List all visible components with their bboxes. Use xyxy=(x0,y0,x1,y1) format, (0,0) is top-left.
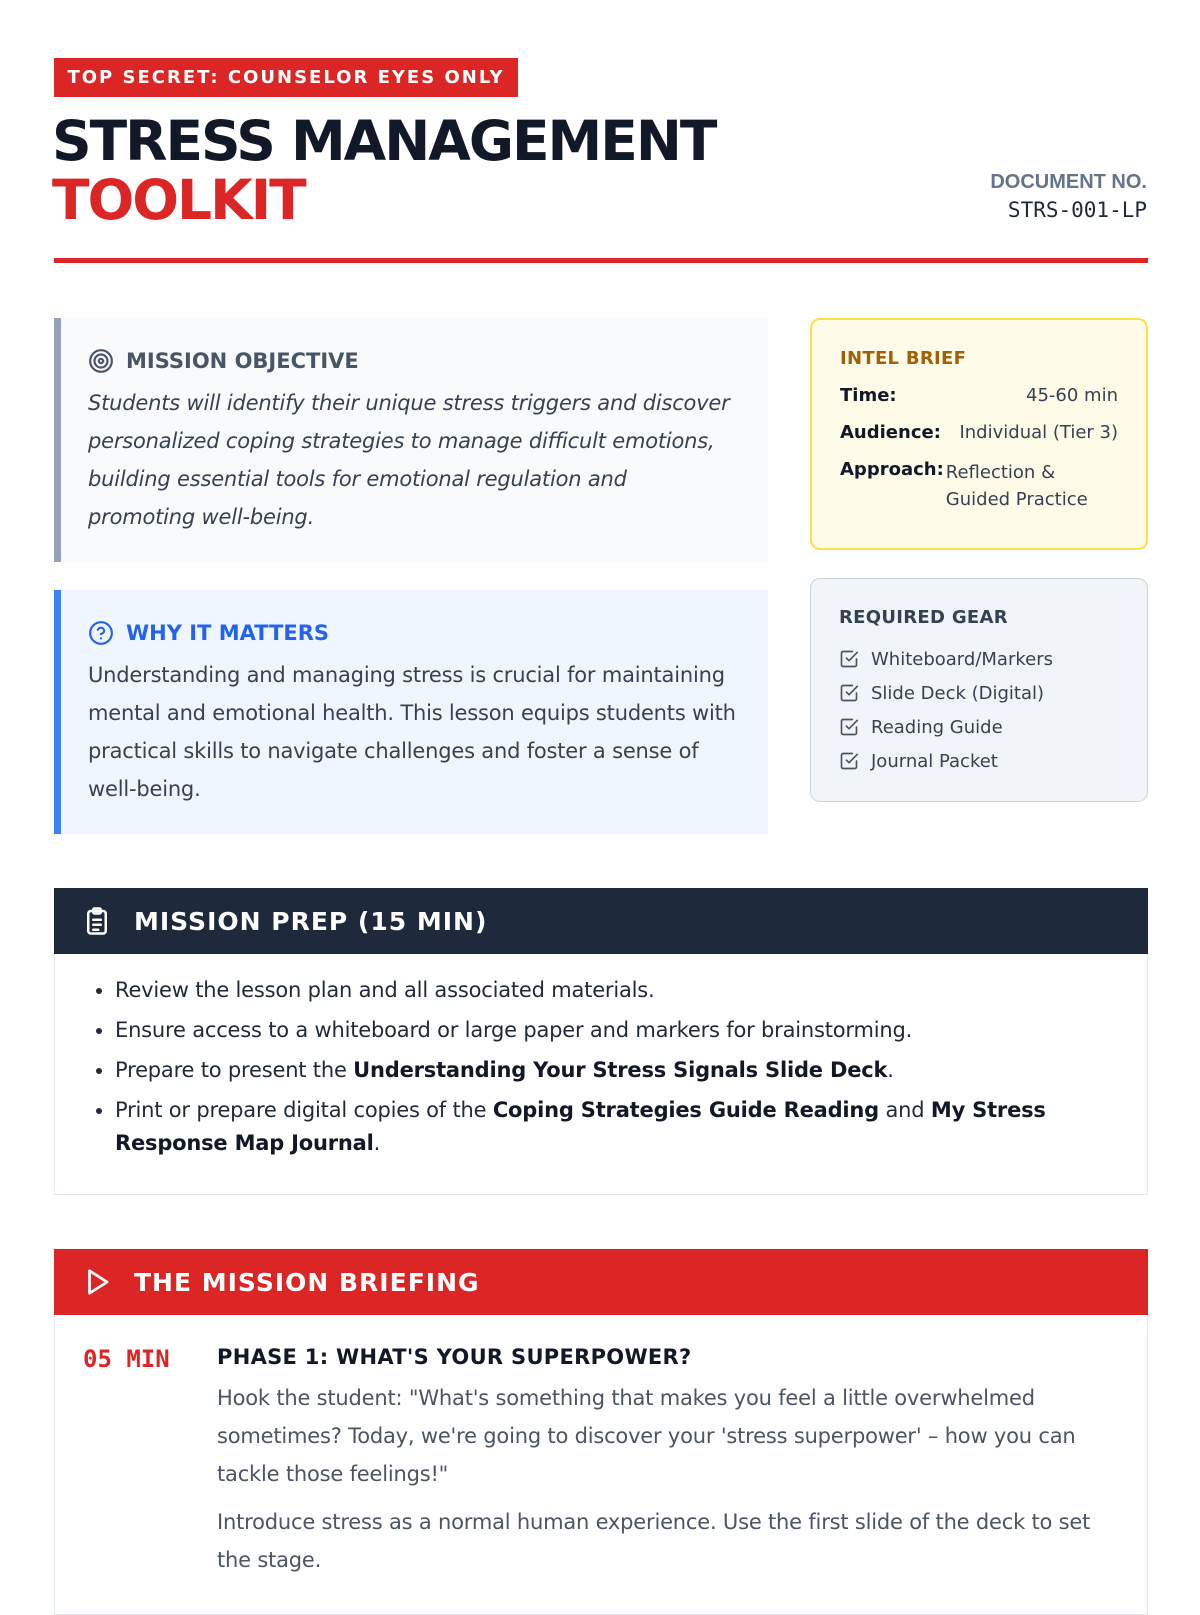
why-it-matters-card xyxy=(54,590,768,834)
document-number-label: DOCUMENT NO. xyxy=(990,171,1147,193)
why-it-matters-text: Understanding and managing stress is crucial for maintaining mental and emotional health. This lesson equips students with practical skills to navigate challenges and foster a sense of well-being. xyxy=(88,663,736,801)
prep-item-text: Ensure access to a whiteboard or large paper and markers for brainstorming. xyxy=(115,1018,913,1042)
phase-1 xyxy=(217,1345,1117,1579)
gear-item-label: Journal Packet xyxy=(871,750,998,772)
intel-audience-label: Audience: xyxy=(840,422,941,443)
reading-guide-title: Coping Strategies Guide Reading xyxy=(492,1098,880,1122)
prep-item-text: . xyxy=(373,1131,381,1155)
title-line-2: TOOLKIT xyxy=(52,168,305,232)
mission-objective-header xyxy=(88,348,738,374)
why-it-matters-header xyxy=(88,620,738,646)
prep-item xyxy=(115,974,1107,1007)
target-icon xyxy=(88,348,114,374)
intel-approach-value: Reflection & Guided Practice xyxy=(945,462,1088,510)
prep-item xyxy=(115,1014,1107,1047)
checkbox-checked-icon xyxy=(839,717,859,737)
prep-item-text: . xyxy=(887,1058,894,1082)
classification-stamp: TOP SECRET: COUNSELOR EYES ONLY xyxy=(54,58,518,97)
intel-time-label: Time: xyxy=(840,385,897,406)
prep-item xyxy=(115,1054,1107,1087)
gear-item xyxy=(839,710,1119,744)
mission-briefing-header xyxy=(54,1249,1148,1315)
prep-item-text: Review the lesson plan and all associated materials. xyxy=(115,978,655,1002)
mission-objective-text: Students will identify their unique stress triggers and discover personalized coping strategies to manage difficult emotions, building essential tools for emotional regulation and promoting well-being. xyxy=(88,391,730,529)
prep-item xyxy=(115,1094,1107,1160)
required-gear-title: REQUIRED GEAR xyxy=(839,607,1008,628)
prep-item-text: Prepare to present the xyxy=(115,1058,354,1082)
journal-title: My Stress Response Map Journal xyxy=(115,1098,1046,1155)
intel-time-row xyxy=(840,385,1118,406)
mission-objective-title: MISSION OBJECTIVE xyxy=(126,349,359,373)
play-icon xyxy=(82,1267,112,1297)
intel-brief-title: INTEL BRIEF xyxy=(840,348,967,369)
mission-objective-card xyxy=(54,318,768,562)
required-gear-list xyxy=(839,642,1119,778)
gear-item-label: Slide Deck (Digital) xyxy=(871,682,1045,704)
phase-paragraph: Hook the student: "What's something that makes you feel a little overwhelmed sometimes? Today, we're going to discover your 'stress superpower' – how you can tackle those feelings!" xyxy=(217,1386,1076,1486)
gear-item xyxy=(839,676,1119,710)
mission-briefing-title: THE MISSION BRIEFING xyxy=(134,1267,480,1297)
header-divider xyxy=(54,258,1148,263)
intel-approach-label: Approach: xyxy=(840,459,944,480)
phase-paragraph: Introduce stress as a normal human experience. Use the first slide of the deck to set the stage. xyxy=(217,1510,1091,1572)
mission-prep-body xyxy=(54,954,1148,1195)
document-number-block xyxy=(990,171,1147,222)
checkbox-checked-icon xyxy=(839,683,859,703)
intel-time-value: 45-60 min xyxy=(1026,385,1118,406)
gear-item xyxy=(839,744,1119,778)
mission-prep-list xyxy=(115,974,1107,1160)
phase-duration: 05 MIN xyxy=(83,1345,170,1373)
intel-brief-card xyxy=(810,318,1148,550)
gear-item-label: Reading Guide xyxy=(871,716,1003,738)
why-it-matters-title: WHY IT MATTERS xyxy=(126,621,329,645)
document-number-value: STRS-001-LP xyxy=(1007,198,1147,222)
clipboard-icon xyxy=(82,906,112,936)
prep-item-text: Print or prepare digital copies of the xyxy=(115,1098,493,1122)
gear-item-label: Whiteboard/Markers xyxy=(871,648,1053,670)
intel-audience-value: Individual (Tier 3) xyxy=(959,422,1118,443)
slide-deck-title: Understanding Your Stress Signals Slide Deck xyxy=(353,1058,888,1082)
required-gear-card xyxy=(810,578,1148,802)
mission-briefing-body xyxy=(54,1315,1148,1615)
checkbox-checked-icon xyxy=(839,649,859,669)
mission-prep-header xyxy=(54,888,1148,954)
title-line-1: STRESS MANAGEMENT xyxy=(52,109,716,173)
gear-item xyxy=(839,642,1119,676)
checkbox-checked-icon xyxy=(839,751,859,771)
intel-approach-row xyxy=(840,459,1118,513)
phase-title: PHASE 1: WHAT'S YOUR SUPERPOWER? xyxy=(217,1345,692,1369)
prep-item-text: and xyxy=(879,1098,931,1122)
mission-prep-title: MISSION PREP (15 MIN) xyxy=(134,906,488,936)
question-circle-icon xyxy=(88,620,114,646)
intel-audience-row xyxy=(840,422,1118,443)
